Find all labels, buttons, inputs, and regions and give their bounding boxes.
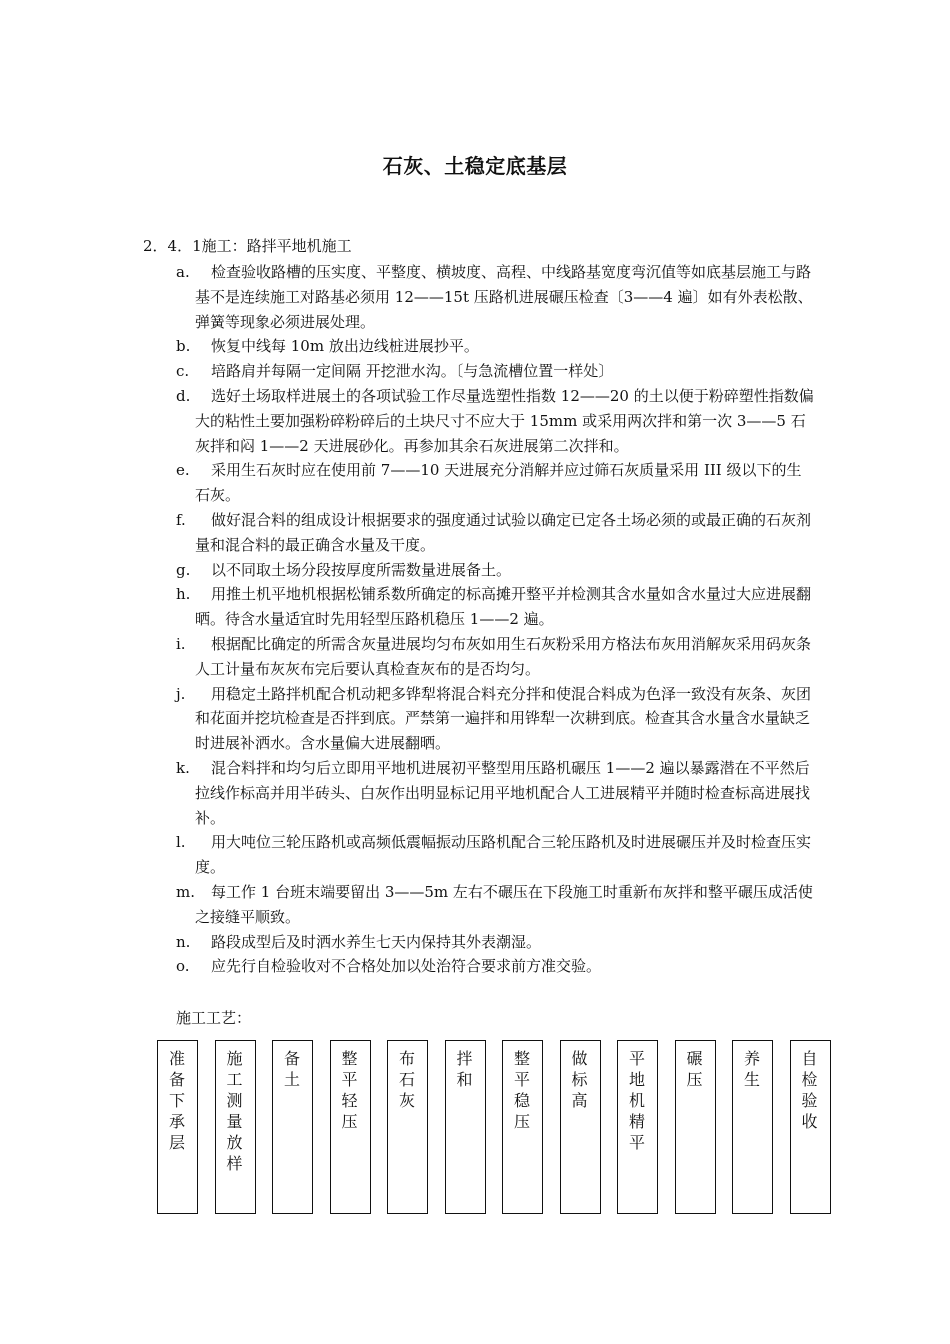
item-text: 用大吨位三轮压路机或高频低震幅振动压路机配合三轮压路机及时进展碾压并及时检查压实度。 — [195, 833, 812, 877]
list-item — [176, 334, 816, 359]
step-label: 施 工 测 量 放 样 — [226, 1049, 243, 1173]
item-marker: d. — [176, 386, 191, 405]
item-text: 做好混合料的组成设计根据要求的强度通过试验以确定已定各土场必须的或最正确的石灰剂量和混合料的最正确含水量及干度。 — [195, 510, 812, 554]
process-step — [272, 1040, 313, 1214]
item-text: 采用生石灰时应在使用前 7——10 天进展充分消解并应过筛石灰质量采用 III 级以下的生石灰。 — [195, 461, 802, 505]
item-marker: g. — [176, 560, 191, 579]
item-text: 培路肩并每隔一定间隔 开挖泄水沟。〔与急流槽位置一样处〕 — [211, 362, 614, 381]
item-marker: f. — [176, 510, 186, 529]
list-item — [176, 582, 816, 632]
list-item — [176, 682, 816, 756]
item-marker: h. — [176, 585, 191, 604]
process-step — [560, 1040, 601, 1214]
process-step — [617, 1040, 658, 1214]
construction-steps-list — [176, 260, 816, 979]
process-label: 施工工艺： — [176, 1009, 252, 1027]
process-flow — [157, 1040, 837, 1218]
step-label: 拌 和 — [456, 1049, 473, 1089]
step-label: 准 备 下 承 层 — [168, 1049, 185, 1152]
list-item — [176, 260, 816, 334]
process-step — [675, 1040, 716, 1214]
step-label: 备 土 — [283, 1049, 300, 1089]
process-step — [387, 1040, 428, 1214]
item-text: 选好土场取样进展土的各项试验工作尽量选塑性指数 12——20 的土以便于粉碎塑性指数偏大的粘性土要加强粉碎粉碎后的土块尺寸不应大于 15mm 或采用两次拌和第一次 3——5 石灰拌和闷 1——2 天进展砂化。再参加其余石灰进展第二次拌和。 — [195, 386, 814, 455]
step-label: 平 地 机 精 平 — [628, 1049, 645, 1152]
step-label: 做 标 高 — [571, 1049, 588, 1110]
list-item — [176, 756, 816, 830]
item-marker: b. — [176, 337, 191, 356]
item-marker: i. — [176, 634, 186, 653]
item-marker: k. — [176, 758, 190, 777]
step-label: 整 平 轻 压 — [341, 1049, 358, 1131]
item-text: 检查验收路槽的压实度、平整度、横坡度、高程、中线路基宽度弯沉值等如底基层施工与路基不是连续施工对路基必须用 12——15t 压路机进展碾压检查〔3——4 遍〕如有外表松散、弹簧等现象必须进展处理。 — [195, 263, 813, 331]
list-item — [176, 558, 816, 583]
document-title: 石灰、土稳定底基层 — [382, 154, 568, 178]
item-text: 用稳定土路拌机配合机动耙多铧犁将混合料充分拌和使混合料成为色泽一致没有灰条、灰团和花面并挖坑检查是否拌到底。严禁第一遍拌和用铧犁一次耕到底。检查其含水量含水量缺乏时进展补洒水。含水量偏大进展翻晒。 — [195, 684, 812, 753]
list-item — [176, 359, 816, 384]
item-marker: e. — [176, 461, 190, 480]
item-marker: o. — [176, 957, 190, 976]
list-item — [176, 830, 816, 880]
item-text: 恢复中线每 10m 放出边线桩进展抄平。 — [211, 337, 479, 356]
item-marker: j. — [176, 684, 186, 703]
list-item — [176, 458, 816, 508]
item-marker: c. — [176, 362, 190, 381]
item-text: 根据配比确定的所需含灰量进展均匀布灰如用生石灰粉采用方格法布灰用消解灰采用码灰条人工计量布灰灰布完后要认真检查灰布的是否均匀。 — [195, 634, 812, 678]
process-step — [157, 1040, 198, 1214]
item-text: 每工作 1 台班末端要留出 3——5m 左右不碾压在下段施工时重新布灰拌和整平碾压成活使之接缝平顺致。 — [195, 882, 813, 926]
process-step — [502, 1040, 543, 1214]
list-item — [176, 508, 816, 558]
item-marker: a. — [176, 263, 190, 281]
step-label: 自 检 验 收 — [801, 1049, 818, 1131]
list-item — [176, 384, 816, 458]
process-step — [790, 1040, 831, 1214]
section-heading: 2．4．1施工：路拌平地机施工 — [143, 237, 352, 255]
step-label: 碾 压 — [686, 1049, 703, 1089]
item-marker: l. — [176, 833, 186, 852]
process-step — [215, 1040, 256, 1214]
list-item — [176, 954, 816, 979]
process-step — [445, 1040, 486, 1214]
step-label: 整 平 稳 压 — [513, 1049, 530, 1131]
list-item — [176, 930, 816, 955]
item-marker: n. — [176, 932, 191, 951]
list-item — [176, 880, 816, 930]
step-label: 养 生 — [743, 1049, 760, 1089]
item-text: 用推土机平地机根据松铺系数所确定的标高摊开整平并检测其含水量如含水量过大应进展翻晒。待含水量适宜时先用轻型压路机稳压 1——2 遍。 — [195, 585, 812, 629]
item-text: 以不同取土场分段按厚度所需数量进展备土。 — [211, 560, 512, 579]
list-item — [176, 632, 816, 682]
process-step — [732, 1040, 773, 1214]
item-text: 混合料拌和均匀后立即用平地机进展初平整型用压路机碾压 1——2 遍以暴露潜在不平然后拉线作标高并用半砖头、白灰作出明显标记用平地机配合人工进展精平并随时检查标高进展找补。 — [195, 758, 811, 827]
item-marker: m. — [176, 882, 195, 901]
item-text: 路段成型后及时洒水养生七天内保持其外表潮湿。 — [211, 932, 542, 951]
process-step — [330, 1040, 371, 1214]
step-label: 布 石 灰 — [398, 1049, 415, 1110]
item-text: 应先行自检验收对不合格处加以处治符合要求前方准交验。 — [211, 957, 602, 976]
